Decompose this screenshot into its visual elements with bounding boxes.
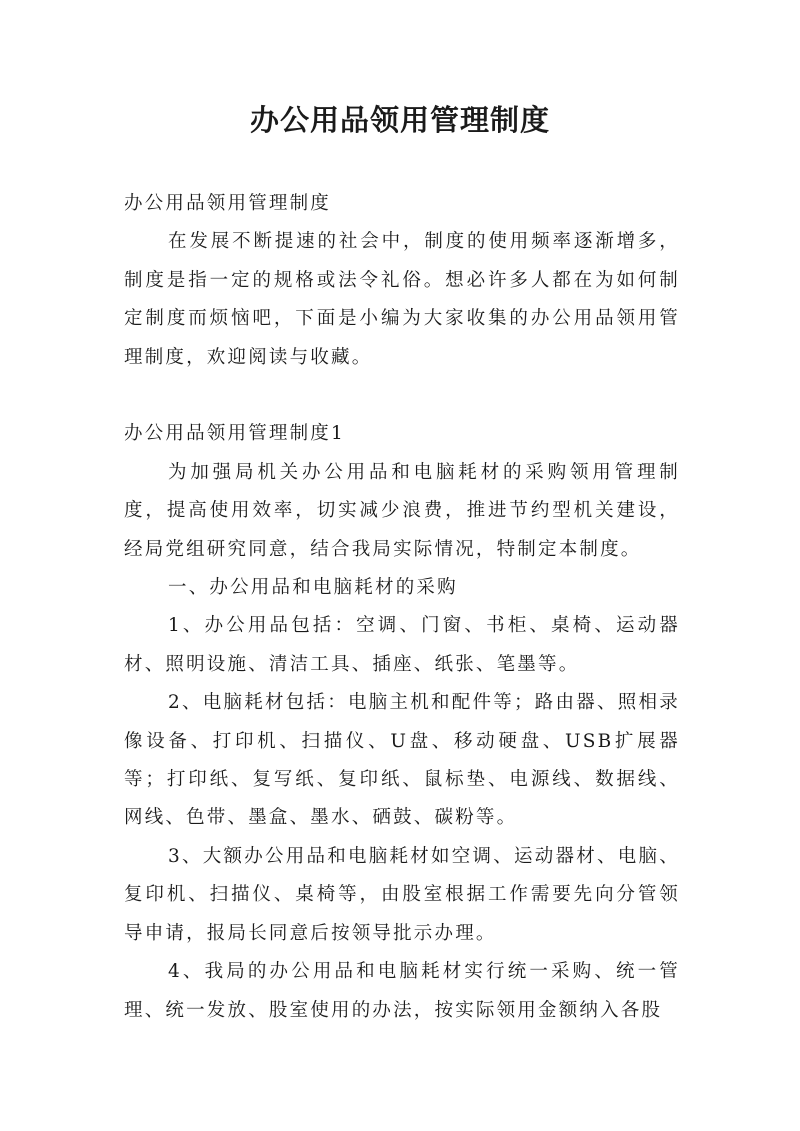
list-item-3: 3、大额办公用品和电脑耗材如空调、运动器材、电脑、复印机、扫描仪、桌椅等，由股室根据工作需要先向分管领导申请，报局长同意后按领导批示办理。 <box>124 845 680 944</box>
document-title: 办公用品领用管理制度 <box>249 103 550 137</box>
section-spacer <box>124 377 680 415</box>
list-item-4: 4、我局的办公用品和电脑耗材实行统一采购、统一管理、统一发放、股室使用的办法，按实际领用金额纳入各股 <box>124 961 680 1021</box>
document-body <box>124 185 680 1030</box>
list-item-2: 2、电脑耗材包括：电脑主机和配件等；路由器、照相录像设备、打印机、扫描仪、U盘、移动硬盘、USB扩展器等；打印纸、复写纸、复印纸、鼠标垫、电源线、数据线、网线、色带、墨盒、墨水、硒鼓、碳粉等。 <box>124 692 680 829</box>
section1-paragraph: 为加强局机关办公用品和电脑耗材的采购领用管理制度，提高使用效率，切实减少浪费，推进节约型机关建设，经局党组研究同意，结合我局实际情况，特制定本制度。 <box>124 461 680 560</box>
intro-heading: 办公用品领用管理制度 <box>124 193 332 214</box>
part1-heading: 一、办公用品和电脑耗材的采购 <box>168 577 458 599</box>
section1-heading: 办公用品领用管理制度1 <box>124 423 345 445</box>
list-item-1: 1、办公用品包括：空调、门窗、书柜、桌椅、运动器材、照明设施、清洁工具、插座、纸张、笔墨等。 <box>124 615 680 675</box>
intro-paragraph: 在发展不断提速的社会中，制度的使用频率逐渐增多，制度是指一定的规格或法令礼俗。想必许多人都在为如何制定制度而烦恼吧，下面是小编为大家收集的办公用品领用管理制度，欢迎阅读与收藏。 <box>124 231 680 368</box>
